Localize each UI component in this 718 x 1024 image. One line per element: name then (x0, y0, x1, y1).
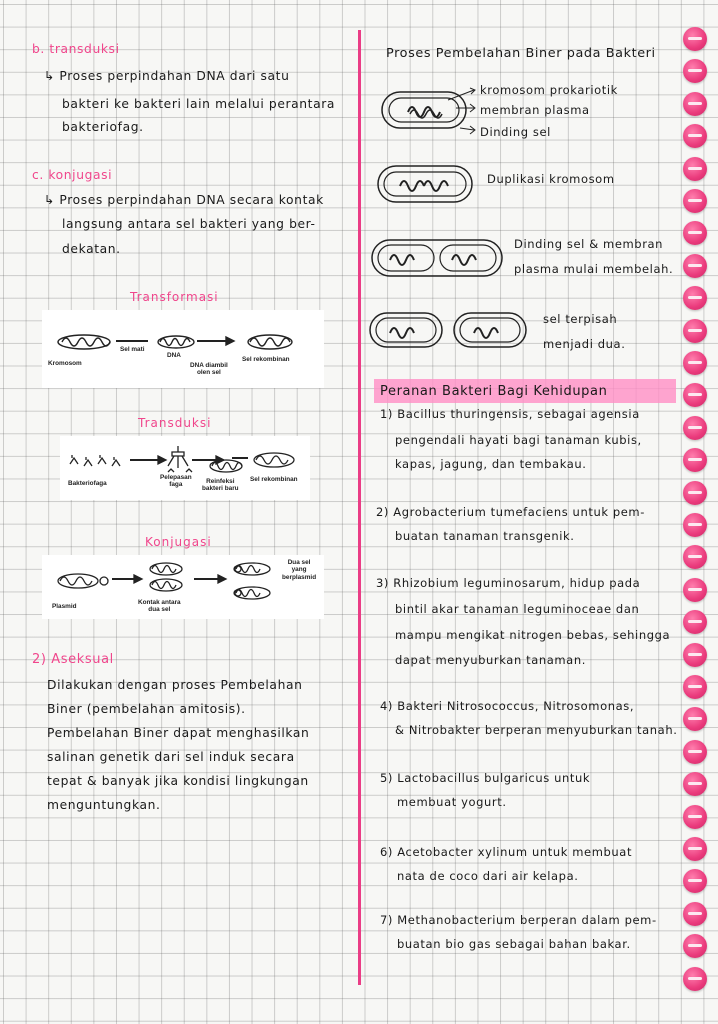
label-kromosom: Kromosom (48, 360, 82, 367)
binder-ring-icon (683, 254, 707, 278)
bacteria-cell-step2 (376, 164, 476, 206)
aseksual-line: Pembelahan Biner dapat menghasilkan (47, 726, 310, 740)
konjugasi-line: langsung antara sel bakteri yang ber- (62, 217, 316, 231)
peranan-item-line: buatan bio gas sebagai bahan bakar. (397, 937, 631, 951)
binder-ring-icon (683, 351, 707, 375)
aseksual-heading: 2) Aseksual (32, 652, 114, 667)
binder-ring-icon (683, 448, 707, 472)
peranan-item-line: membuat yogurt. (397, 795, 507, 809)
peranan-item-line: 3) Rhizobium leguminosarum, hidup pada (376, 576, 641, 590)
konjugasi-heading: c. konjugasi (32, 168, 113, 182)
transduksi-line: bakteri ke bakteri lain melalui perantara (62, 97, 336, 111)
binder-ring-icon (683, 27, 707, 51)
binder-ring-icon (683, 740, 707, 764)
aseksual-line: Biner (pembelahan amitosis). (47, 702, 246, 716)
binder-ring-icon (683, 837, 707, 861)
label-pelepasan: Pelepasan faga (160, 474, 192, 489)
binder-ring-icon (683, 513, 707, 537)
transduksi-line: bakteriofag. (62, 120, 144, 134)
binder-ring-icon (683, 59, 707, 83)
label-kromosom-prokariotik: kromosom prokariotik (480, 83, 618, 97)
label-sel-rekombinan: Sel rekombinan (242, 356, 290, 363)
binder-ring-icon (683, 189, 707, 213)
label-bakteriofaga: Bakteriofaga (68, 480, 107, 487)
binder-ring-icon (683, 416, 707, 440)
bacteria-cell-step3 (370, 236, 508, 280)
label-kontak: Kontak antara dua sel (138, 599, 181, 614)
pembelahan-title: Proses Pembelahan Biner pada Bakteri (386, 46, 656, 61)
label-dinding-sel: Dinding sel (480, 125, 551, 139)
peranan-item-line: dapat menyuburkan tanaman. (395, 653, 586, 667)
step3-line: Dinding sel & membran (514, 237, 664, 251)
transformasi-diagram (42, 310, 324, 388)
konjugasi-line: ↳ Proses perpindahan DNA secara kontak (44, 193, 324, 207)
binder-ring-icon (683, 805, 707, 829)
label-plasmid: Plasmid (52, 603, 77, 610)
binder-ring-icon (683, 286, 707, 310)
peranan-item-line: pengendali hayati bagi tanaman kubis, (395, 433, 642, 447)
transduksi-heading: b. transduksi (32, 42, 120, 56)
transduksi-title: Transduksi (138, 416, 212, 430)
binder-ring-icon (683, 545, 707, 569)
label-membran-plasma: membran plasma (480, 103, 590, 117)
peranan-item-line: 1) Bacillus thuringensis, sebagai agensia (380, 407, 640, 421)
binder-ring-icon (683, 934, 707, 958)
peranan-item-line: bintil akar tanaman leguminoceae dan (395, 602, 640, 616)
transformasi-figure (42, 310, 324, 388)
step4-line: menjadi dua. (543, 337, 626, 351)
label-dua-sel: Dua sel yang berplasmid (282, 559, 317, 581)
konjugasi-line: dekatan. (62, 242, 121, 256)
binder-ring-icon (683, 124, 707, 148)
binder-ring-icon (683, 869, 707, 893)
peranan-item-line: 5) Lactobacillus bulgaricus untuk (380, 771, 591, 785)
peranan-item-line: 4) Bakteri Nitrosococcus, Nitrosomonas, (380, 699, 635, 713)
binder-ring-icon (683, 772, 707, 796)
peranan-item-line: 2) Agrobacterium tumefaciens untuk pem- (376, 505, 645, 519)
label-sel-mati: Sel mati (120, 346, 145, 353)
binder-ring-icon (683, 319, 707, 343)
step4-line: sel terpisah (543, 312, 618, 326)
peranan-heading: Peranan Bakteri Bagi Kehidupan (380, 384, 608, 399)
step1-arrows (448, 86, 478, 136)
peranan-item-line: nata de coco dari air kelapa. (397, 869, 579, 883)
transduksi-line: ↳ Proses perpindahan DNA dari satu (44, 69, 290, 83)
aseksual-line: salinan genetik dari sel induk secara (47, 750, 295, 764)
binder-ring-icon (683, 383, 707, 407)
binder-ring-icon (683, 157, 707, 181)
page-margin-line (358, 30, 361, 985)
label-dna: DNA (167, 352, 181, 359)
peranan-item-line: & Nitrobakter berperan menyuburkan tanah. (395, 723, 678, 737)
binder-ring-icon (683, 707, 707, 731)
bacteria-cell-step4 (368, 309, 528, 353)
binder-ring-icon (683, 643, 707, 667)
binder-ring-icon (683, 902, 707, 926)
transduksi-diagram (60, 436, 310, 500)
binder-ring-icon (683, 578, 707, 602)
aseksual-line: menguntungkan. (47, 798, 161, 812)
transduksi-figure (60, 436, 310, 500)
label-sel-rekombinan-2: Sel rekombinan (250, 476, 298, 483)
binder-ring-icon (683, 92, 707, 116)
binder-ring-icon (683, 967, 707, 991)
peranan-item-line: 7) Methanobacterium berperan dalam pem- (380, 913, 657, 927)
label-duplikasi: Duplikasi kromosom (487, 172, 615, 186)
step3-line: plasma mulai membelah. (514, 262, 674, 276)
konjugasi-figure (42, 555, 324, 619)
binder-ring-icon (683, 481, 707, 505)
binder-ring-icon (683, 610, 707, 634)
binder-ring-icon (683, 675, 707, 699)
peranan-item-line: kapas, jagung, dan tembakau. (395, 457, 587, 471)
konjugasi-title: Konjugasi (145, 535, 212, 549)
peranan-item-line: 6) Acetobacter xylinum untuk membuat (380, 845, 633, 859)
label-reinfeksi: Reinfeksi bakteri baru (202, 478, 239, 493)
transformasi-title: Transformasi (130, 290, 219, 304)
binder-ring-icon (683, 221, 707, 245)
aseksual-line: Dilakukan dengan proses Pembelahan (47, 678, 303, 692)
peranan-item-line: buatan tanaman transgenik. (395, 529, 575, 543)
label-dna-diambil: DNA diambil olen sel (190, 362, 228, 377)
aseksual-line: tepat & banyak jika kondisi lingkungan (47, 774, 309, 788)
peranan-item-line: mampu mengikat nitrogen bebas, sehingga (395, 628, 671, 642)
